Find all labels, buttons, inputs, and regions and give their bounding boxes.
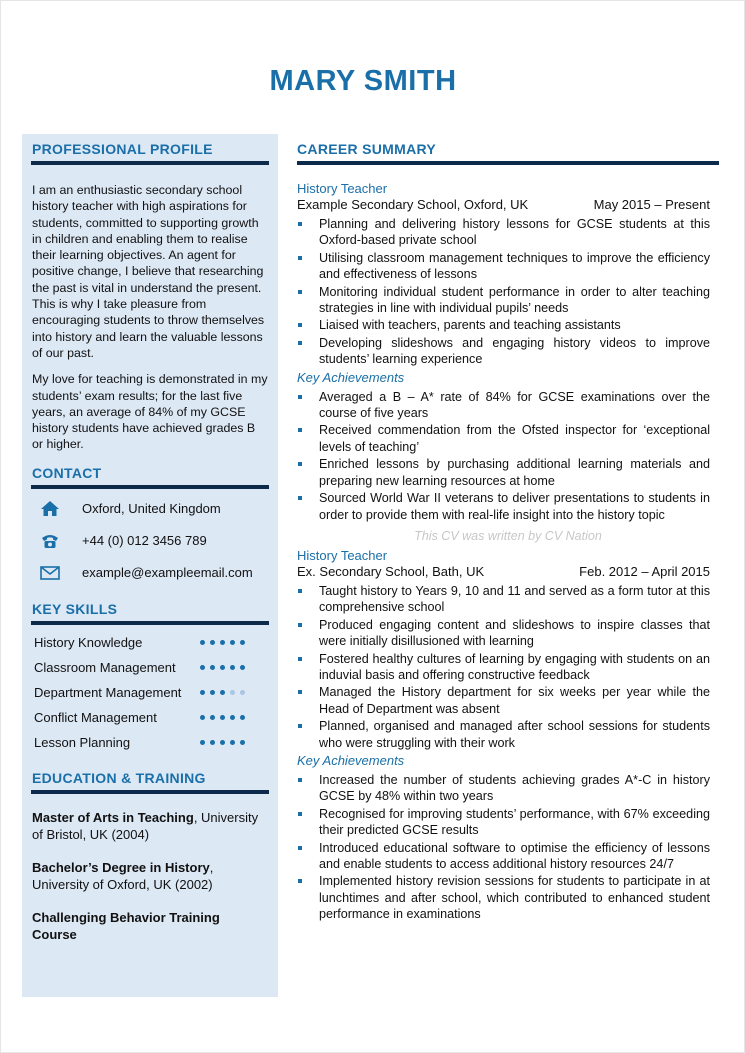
rating-dot-filled — [230, 715, 235, 720]
responsibility-item: Planned, organised and managed after school sessions for students who were struggling with their work — [297, 718, 719, 751]
rating-dot-filled — [240, 640, 245, 645]
email-text: example@exampleemail.com — [82, 565, 253, 581]
skill-name: Lesson Planning — [34, 734, 131, 750]
skill-name: Department Management — [34, 684, 182, 700]
skills-heading: KEY SKILLS — [32, 600, 118, 617]
responsibility-item: Utilising classroom management techniques to improve the efficiency and effectiveness of lessons — [297, 250, 719, 283]
rating-dot-filled — [200, 690, 205, 695]
key-achievements-heading: Key Achievements — [297, 369, 405, 385]
job-employer: Ex. Secondary School, Bath, UK — [297, 563, 485, 579]
skill-rating — [200, 715, 245, 720]
candidate-name: MARY SMITH — [269, 65, 457, 97]
achievement-item: Implemented history revision sessions for students to participate in at lunchtimes and after school, which contributed to enhanced student performance in examinations — [297, 873, 719, 922]
phone-icon — [39, 532, 61, 550]
achievement-item: Recognised for improving students’ performance, with 67% exceeding their predicted GCSE results — [297, 806, 719, 839]
contact-location — [31, 493, 269, 525]
rating-dot-filled — [230, 740, 235, 745]
rating-dot-filled — [220, 640, 225, 645]
achievement-item: Averaged a B – A* rate of 84% for GCSE examinations over the course of five years — [297, 389, 719, 422]
profile-section — [31, 134, 269, 453]
job-entry — [297, 548, 719, 923]
home-icon — [39, 500, 61, 518]
section-divider — [31, 485, 269, 489]
skill-row — [31, 630, 269, 655]
responsibility-item: Planning and delivering history lessons for GCSE students at this Oxford-based private school — [297, 216, 719, 249]
rating-dot-filled — [240, 740, 245, 745]
career-heading: CAREER SUMMARY — [297, 141, 437, 157]
degree-name: Challenging Behavior Training Course — [32, 909, 220, 942]
education-item — [31, 909, 269, 943]
responsibility-item: Fostered healthy cultures of learning by engaging with students on an induvial basis and offering constructive feedback — [297, 651, 719, 684]
cv-watermark: This CV was written by CV Nation — [414, 528, 602, 543]
job-dates: May 2015 – Present — [593, 197, 710, 212]
responsibility-item: Taught history to Years 9, 10 and 11 and served as a form tutor at this comprehensive school — [297, 583, 719, 616]
job-entry — [297, 181, 719, 523]
skill-rating — [200, 740, 245, 745]
education-item — [31, 859, 269, 893]
rating-dot-filled — [240, 715, 245, 720]
skill-name: Conflict Management — [34, 709, 157, 725]
rating-dot-filled — [200, 740, 205, 745]
job-title: History Teacher — [297, 547, 388, 563]
rating-dot-filled — [220, 690, 225, 695]
responsibility-item: Managed the History department for six weeks per year while the Head of Department was absent — [297, 684, 719, 717]
rating-dot-filled — [200, 640, 205, 645]
profile-paragraph: I am an enthusiastic secondary school history teacher with high aspirations for students, committed to supporting growth in children and enabling them to realise their learning objectives. An agent for positive change, I believe that researching the past is vital in understand the present. This is why I take pleasure from encouraging students to throw themselves into history and learn the valuable lessons of our past. — [32, 183, 265, 360]
job-employer: Example Secondary School, Oxford, UK — [297, 197, 529, 212]
profile-paragraph: My love for teaching is demonstrated in my students’ exam results; for the last five years, an average of 84% of my GCSE history students have achieved grades B or higher. — [32, 372, 268, 452]
skills-section — [31, 601, 269, 755]
main-column — [297, 134, 719, 924]
contact-phone — [31, 525, 269, 557]
rating-dot-filled — [210, 715, 215, 720]
skill-row — [31, 730, 269, 755]
envelope-icon — [39, 564, 61, 582]
skill-row — [31, 680, 269, 705]
contact-heading: CONTACT — [32, 464, 102, 481]
section-divider — [31, 621, 269, 625]
job-dates: Feb. 2012 – April 2015 — [579, 563, 710, 579]
phone-text: +44 (0) 012 3456 789 — [82, 533, 207, 549]
education-item — [31, 809, 269, 843]
achievement-item: Increased the number of students achieving grades A*-C in history GCSE by 48% within two years — [297, 772, 719, 805]
rating-dot-filled — [200, 715, 205, 720]
rating-dot-filled — [210, 740, 215, 745]
sidebar — [22, 134, 278, 997]
responsibility-item: Developing slideshows and engaging history videos to improve students’ learning experience — [297, 335, 719, 368]
section-divider — [31, 790, 269, 794]
rating-dot-empty — [240, 690, 245, 695]
rating-dot-filled — [210, 690, 215, 695]
responsibility-item: Liaised with teachers, parents and teaching assistants — [297, 317, 719, 333]
contact-section — [31, 465, 269, 589]
rating-dot-filled — [220, 740, 225, 745]
key-achievements-heading: Key Achievements — [297, 752, 405, 768]
job-title: History Teacher — [297, 181, 388, 196]
degree-name: Master of Arts in Teaching — [32, 809, 194, 825]
skill-name: Classroom Management — [34, 659, 176, 675]
section-divider — [31, 161, 269, 165]
skill-name: History Knowledge — [34, 634, 143, 650]
section-divider — [297, 161, 719, 165]
degree-name: Bachelor’s Degree in History — [32, 859, 210, 875]
rating-dot-filled — [240, 665, 245, 670]
contact-email — [31, 557, 269, 589]
education-heading: EDUCATION & TRAINING — [32, 769, 206, 786]
skill-rating — [200, 665, 245, 670]
rating-dot-empty — [230, 690, 235, 695]
skill-rating — [200, 640, 245, 645]
rating-dot-filled — [210, 640, 215, 645]
degree-detail: , University of Bristol, UK (2004) — [32, 809, 259, 842]
rating-dot-filled — [210, 665, 215, 670]
achievement-item: Enriched lessons by purchasing additional learning materials and preparing new learning resources at home — [297, 456, 719, 489]
location-text: Oxford, United Kingdom — [82, 501, 221, 517]
achievement-item: Received commendation from the Ofsted inspector for ‘exceptional levels of teaching’ — [297, 422, 719, 455]
skill-row — [31, 655, 269, 680]
rating-dot-filled — [230, 665, 235, 670]
education-section — [31, 770, 269, 943]
responsibility-item: Monitoring individual student performance in order to alter teaching strategies in line with individual pupils’ needs — [297, 284, 719, 317]
rating-dot-filled — [220, 665, 225, 670]
achievement-item: Introduced educational software to optimise the efficiency of lessons and enable students to access additional history resources 24/7 — [297, 840, 719, 873]
skill-rating — [200, 690, 245, 695]
profile-heading: PROFESSIONAL PROFILE — [32, 141, 213, 157]
rating-dot-filled — [230, 640, 235, 645]
rating-dot-filled — [200, 665, 205, 670]
rating-dot-filled — [220, 715, 225, 720]
responsibility-item: Produced engaging content and slideshows to inspire classes that were initially disillusioned with learning — [297, 617, 719, 650]
achievement-item: Sourced World War II veterans to deliver presentations to students in order to provide them with real-life insight into the history topic — [297, 490, 719, 523]
degree-detail: , University of Oxford, UK (2002) — [32, 859, 214, 892]
skill-row — [31, 705, 269, 730]
